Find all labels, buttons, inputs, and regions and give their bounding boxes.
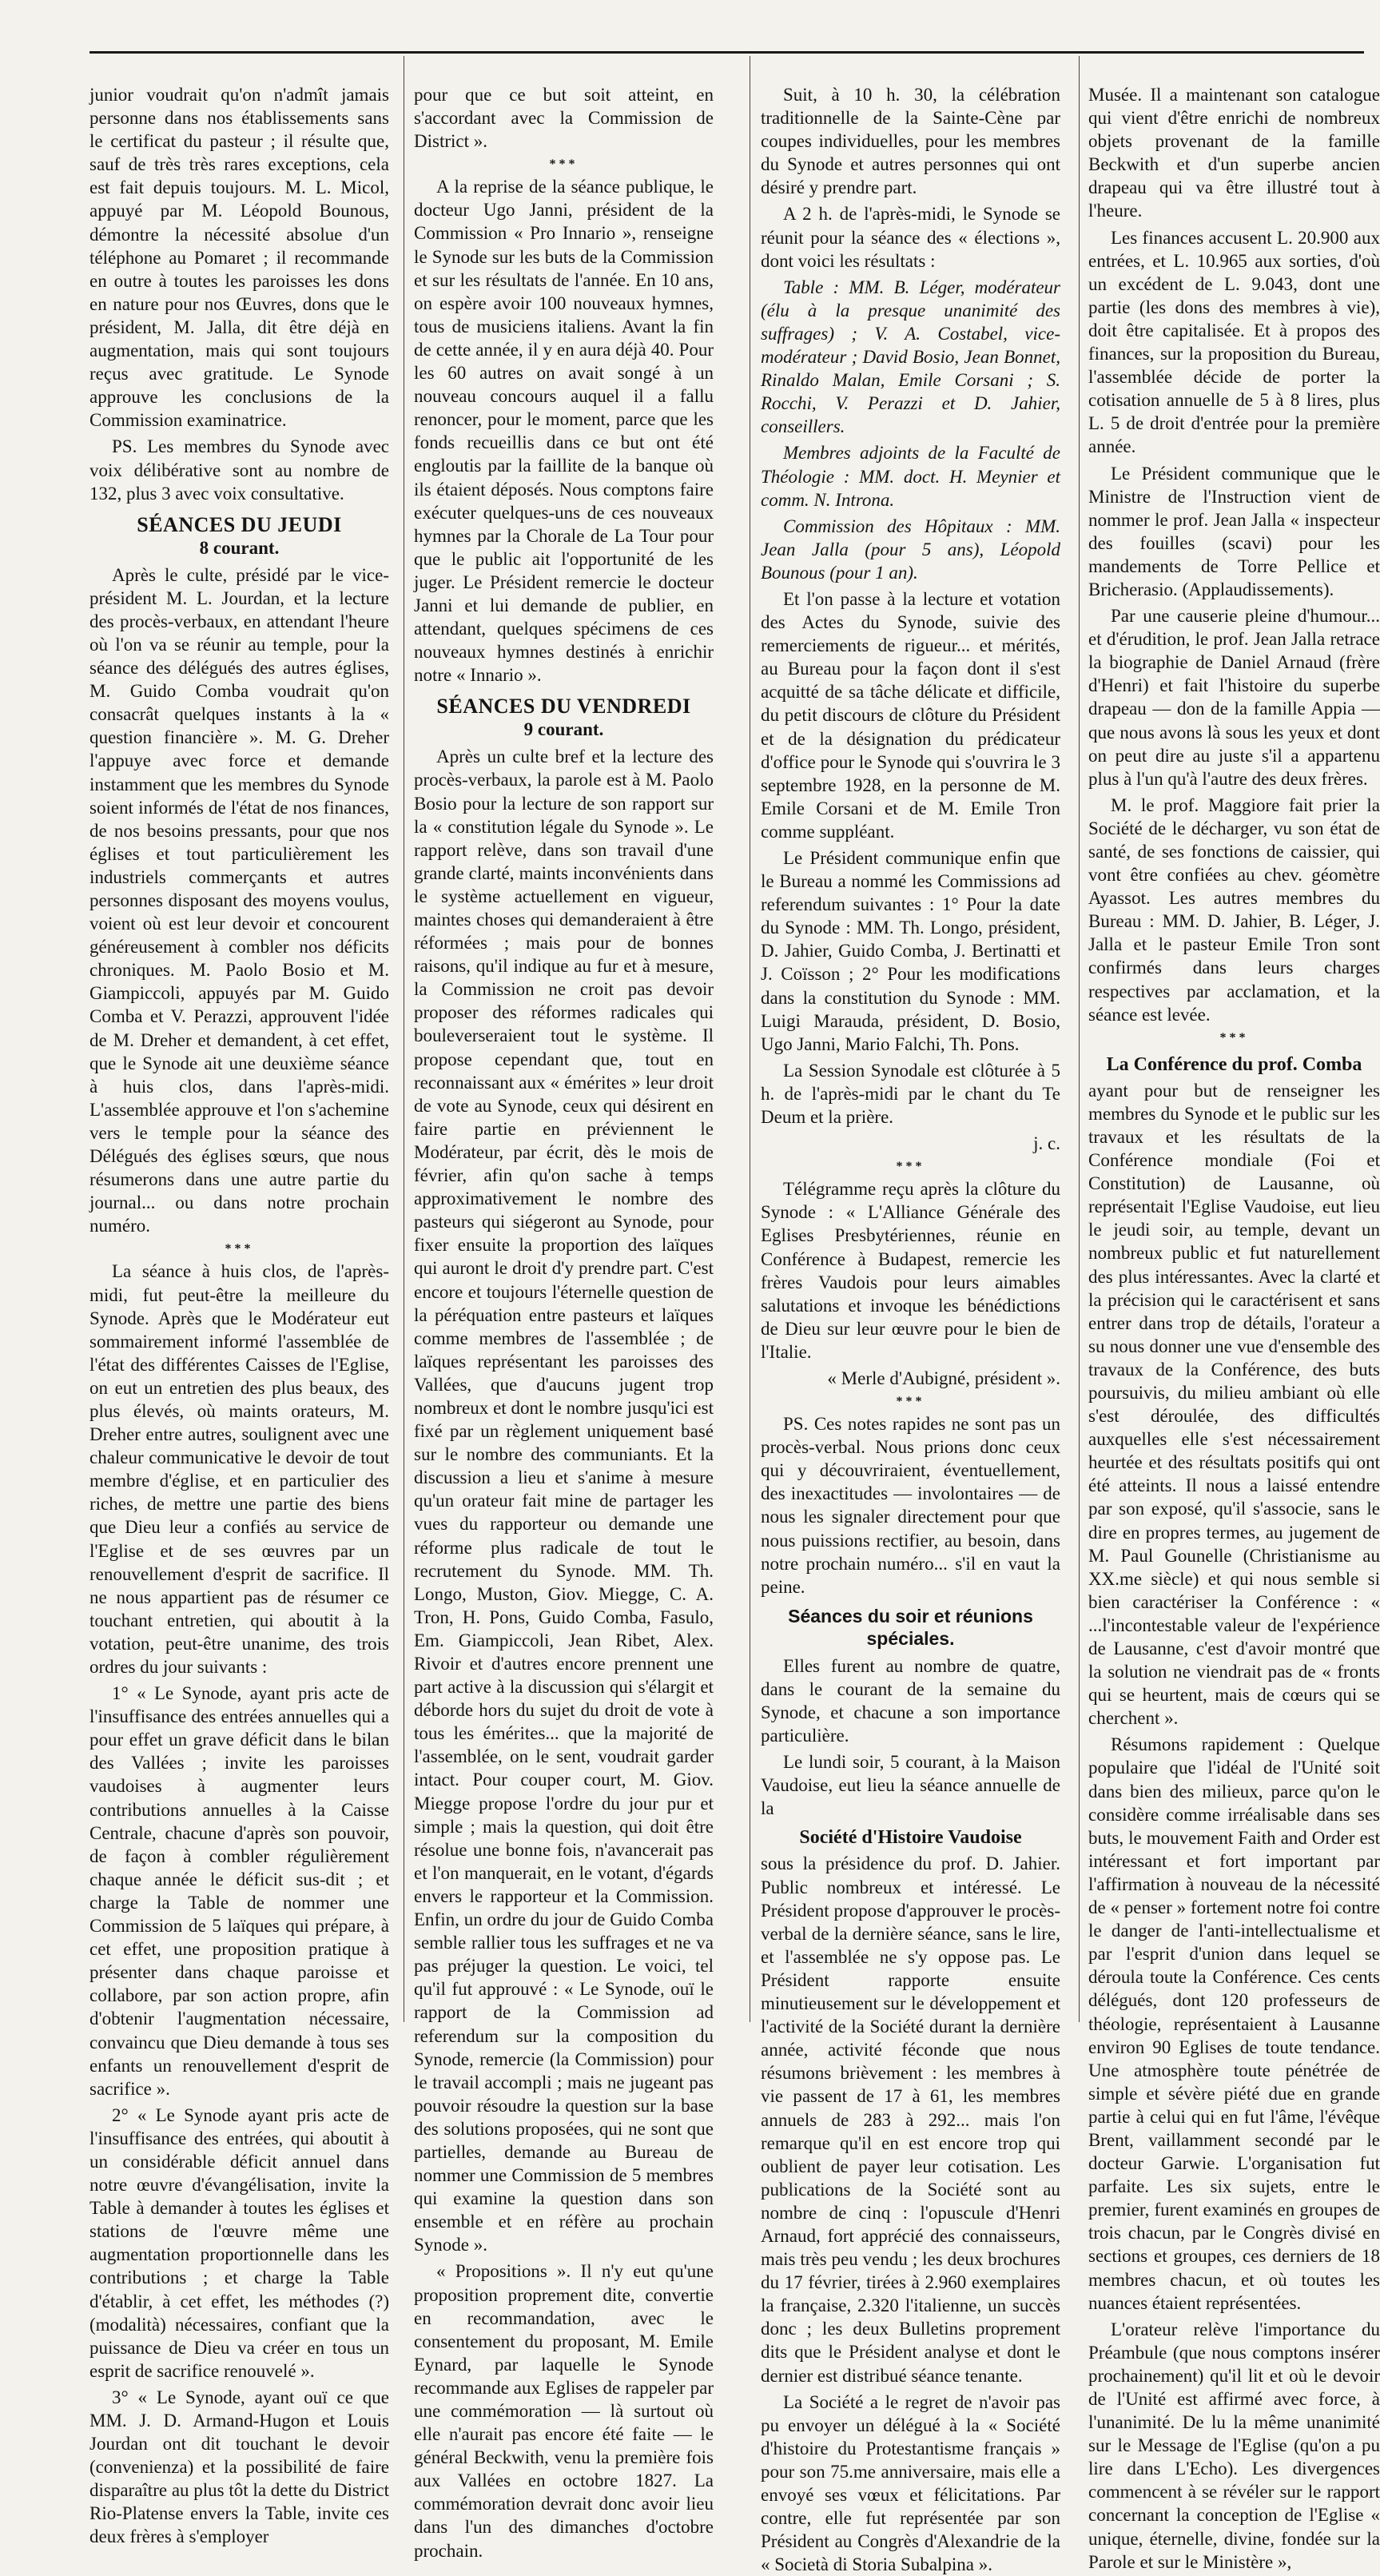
article-paragraph: 2° « Le Synode ayant pris acte de l'insuffisance des entrées, qui aboutit à un considérable déficit annuel dans notre œuvre d'évangélisation, invite la Table à demander à toutes les églises et stations de l'œuvre même une augmentation proportionnelle dans les contributions ; et charge la Table d'établir, à cet effet, les méthodes (?) (modalità) nécessaires, confiant que la puissance de Dieu va créer en tous un esprit de sacrifice renouvelé ».: [89, 2104, 389, 2381]
article-paragraph: A la reprise de la séance publique, le docteur Ugo Janni, président de la Commission « Pro Innario », renseigne le Synode sur les buts de la Commission et sur les résultats de l'année. En 10 ans, on espère avoir 100 nouveaux hymnes, tous de musiciens italiens. Avant la fin de cette année, il y en aura déjà 40. Pour les 60 autres on avait songé à un nouveau concours auquel il a fallu renoncer, pour le moment, parce que les fonds recueillis dans ce but ont été engloutis par la faillite de la banque où ils étaient déposés. Nous comptons faire exécuter quelques-uns de ces nouveaux hymnes par la Chorale de La Tour pour que le public ait l'opportunité de les juger. Le Président remercie le docteur Janni et lui demande de publier, en attendant, quelques spécimens de ces nouveaux hymnes destinés à enrichir notre « Innario ».: [414, 177, 714, 686]
section-date: 8 courant.: [199, 537, 280, 558]
article-paragraph: Et l'on passe à la lecture et votation des Actes du Synode, suivie des remerciements de rigueur... et mérités, au Bureau pour la façon dont il s'est acquitté de sa tâche délicate et difficile, du petit discours de clôture du Président et de la désignation du prédicateur d'office pour le Synode qui s'ouvrira le 3 septembre 1928, en la personne de M. Emile Corsani et de M. Emile Tron comme suppléant.: [761, 588, 1060, 842]
article-paragraph: Par une causerie pleine d'humour... et d'érudition, le prof. Jean Jalla retrace la biographie de Daniel Arnaud (frère d'Henri) et fait l'histoire du superbe drapeau — don de la famille Appia — que nous avons là sous les yeux et dont on peut dire au juste s'il a appartenu plus à l'un qu'à l'autre des deux frères.: [1088, 606, 1380, 789]
article-paragraph: pour que ce but soit atteint, en s'accordant avec la Commission de District ».: [414, 85, 714, 152]
article-paragraph: Table : MM. B. Léger, modérateur (élu à la presque unanimité des suffrages) ; V. A. Costabel, vice-modérateur ; David Bosio, Jean Bonnet, Rinaldo Malan, Emile Corsani ; S. Rocchi, V. Perazzi et D. Jahier, conseillers.: [761, 277, 1060, 437]
section-heading: SÉANCES DU JEUDI: [137, 512, 342, 536]
column-2: [414, 83, 714, 2561]
article-paragraph: A 2 h. de l'après-midi, le Synode se réunit pour la séance des « élections », dont voici les résultats :: [761, 204, 1060, 271]
article-paragraph: Après le culte, présidé par le vice-président M. L. Jourdan, et la lecture des procès-verbaux, en attendant l'heure où l'on va se réunir au temple, pour la séance des délégués des autres églises, M. Guido Comba voudrait qu'on consacrât quelques instants à la « question financière ». M. G. Dreher l'appuye avec force et demande instamment que les membres du Synode soient informés de l'état de nos finances, de nos besoins pressants, pour que nos églises et tout particulièrement les industriels commerçants et autres personnes disposant des moyens voulus, voient où est leur devoir et concourent généreusement à combler nos déficits chroniques. M. Paolo Bosio et M. Giampiccoli, appuyés par M. Guido Comba et V. Perazzi, approuvent l'idée de M. Dreher et demandent, à cet effet, que le Synode ait une deuxième séance à huis clos, dans l'après-midi. L'assemblée approuve et l'on s'achemine vers le temple pour la séance des Délégués des églises sœurs, que nous résumerons dans une autre partie du journal... ou dans notre prochain numéro.: [89, 564, 389, 1236]
section-separator: ***: [225, 1242, 254, 1256]
article-paragraph: Suit, à 10 h. 30, la célébration traditionnelle de la Sainte-Cène par coupes individuelles, pour les membres du Synode et autres personnes qui ont désiré y prendre part.: [761, 85, 1060, 198]
signature: j. c.: [1033, 1133, 1060, 1154]
article-paragraph: La Société a le regret de n'avoir pas pu envoyer un délégué à la « Société d'histoire du Protestantisme français » pour son 75.me anniversaire, mais elle a envoyé ses vœux et félicitations. Par contre, elle fut représentée par son Président au Congrès d'Alexandrie de la « Società di Storia Subalpina ».: [761, 2391, 1060, 2575]
article-paragraph: Télégramme reçu après la clôture du Synode : « L'Alliance Générale des Eglises Presbytériennes, réunie en Conférence à Budapest, remercie les frères Vaudois pour leurs aimables salutations et invoque les bénédictions de Dieu sur leur œuvre pour le bien de l'Italie.: [761, 1179, 1060, 1362]
subsection-heading: La Conférence du prof. Comba: [1106, 1053, 1362, 1075]
article-paragraph: Le Président communique enfin que le Bureau a nommé les Commissions ad referendum suivantes : 1° Pour la date du Synode : MM. Th. Longo, président, D. Jahier, Guido Comba, J. Bertinatti et J. Coïsson ; 2° Pour les modifications dans la constitution du Synode : MM. Luigi Marauda, président, D. Bosio, Ugo Janni, Mario Falchi, Th. Pons.: [761, 848, 1060, 1054]
subsection-heading: Société d'Histoire Vaudoise: [799, 1827, 1022, 1849]
article-paragraph: ayant pour but de renseigner les membres du Synode et le public sur les travaux et les résultats de la Conférence mondiale (Foi et Constitution) de Lausanne, où représentait l'Eglise Vaudoise, eut lieu le jeudi soir, au temple, devant un nombreux public et fut naturellement des plus intéressantes. Avec la clarté et la précision qui le caractérisent et sans entrer dans trop de détails, l'orateur a su nous donner une vue d'ensemble des travaux de la Conférence, des buts poursuivis, du milieu ambiant où elle s'est déroulée, des difficultés auxquelles elle s'est nécessairement heurtée et des résultats positifs qui ont été atteints. Il nous a laissé entendre par son exposé, qu'il s'associe, sans le dire en propres termes, au jugement de M. Paul Gounelle (Christianisme au XX.me siècle) et qui nous semble si bien caractériser la Conférence : « ...l'incontestable valeur de l'expérience de Lausanne, c'est d'avoir montré que la solution ne viendrait pas de « fronts qui se heurtent, mais de cœurs qui se cherchent ».: [1088, 1080, 1380, 1729]
article-paragraph: « Propositions ». Il n'y eut qu'une proposition proprement dite, convertie en recommandation, avec le consentement du proposant, M. Emile Eynard, par laquelle le Synode recommande aux Eglises de rappeler par une commémoration — là surtout où elle n'aurait pas encore été faite — le général Beckwith, venu la première fois aux Vallées en octobre 1827. La commémoration devrait donc avoir lieu dans l'un des dimanches d'octobre prochain.: [414, 2261, 714, 2561]
column-3: [761, 83, 1060, 2575]
top-rule: [89, 51, 1364, 54]
section-separator: ***: [549, 157, 579, 172]
article-paragraph: La Session Synodale est clôturée à 5 h. de l'après-midi par le chant du Te Deum et la prière.: [761, 1060, 1060, 1128]
column-4: [1088, 83, 1380, 2572]
article-paragraph: 1° « Le Synode, ayant pris acte de l'insuffisance des entrées annuelles qui a pour effet un grave déficit dans le bilan des Vallées ; invite les paroisses vaudoises à augmenter leurs contributions annuelles à la Caisse Centrale, chacune d'après son pouvoir, de façon à combler régulièrement chaque année le déficit sus-dit ; et charge la Table de nommer une Commission de 5 laïques qui prépare, à cet effet, une proposition pratique à présenter dans chaque paroisse et collabore, par son action propre, afin d'obtenir l'augmentation nécessaire, convaincu que Dieu demande à tous ses enfants un renouvellement d'esprit de sacrifice ».: [89, 1683, 389, 2099]
article-paragraph: La séance à huis clos, de l'après-midi, fut peut-être la meilleure du Synode. Après que le Modérateur eut sommairement informé l'assemblée de l'état des différentes Caisses de l'Eglise, on eut un entretien des plus beaux, des plus élevés, où maints orateurs, M. Dreher entre autres, soulignent avec une chaleur communicative le devoir de tout membre d'église, et en particulier des riches, de mettre une partie des biens que Dieu leur a confiés au service de l'Eglise et de ses œuvres par un renouvellement d'esprit de sacrifice. Il ne nous appartient pas de résumer ce touchant entretien, qui aboutit à la votation, peut-être unanime, des trois ordres du jour suivants :: [89, 1261, 389, 1677]
article-paragraph: 3° « Le Synode, ayant ouï ce que MM. J. D. Armand-Hugon et Louis Jourdan ont dit touchant le devoir (convenienza) et la possibilité de faire disparaître au plus tôt la dette du District Rio-Platense envers la Table, invite ces deux frères à s'employer: [89, 2387, 389, 2547]
signature: « Merle d'Aubigné, président ».: [827, 1368, 1060, 1388]
article-paragraph: Le Président communique que le Ministre de l'Instruction vient de nommer le prof. Jean Jalla « inspecteur des fouilles (scavi) pour les mandements de Torre Pellice et Bricherasio. (Applaudissements).: [1088, 463, 1380, 599]
section-separator: ***: [896, 1160, 925, 1174]
article-paragraph: Membres adjoints de la Faculté de Théologie : MM. doct. H. Meynier et comm. N. Introna.: [761, 443, 1060, 510]
subsection-heading: Séances du soir et réunions spéciales.: [788, 1605, 1033, 1649]
article-paragraph: junior voudrait qu'on n'admît jamais personne dans nos établissements sans le certificat du pasteur ; il résulte que, sauf de très très rares exceptions, cela est fait depuis toujours. M. L. Micol, appuyé par M. Léopold Bounous, démontre la nécessité absolue d'un téléphone au Pomaret ; il recommande en outre à toutes les paroisses les dons en nature pour nos Œuvres, dons que le président, M. Jalla, dit être déjà en augmentation, mais qui sont toujours reçus avec gratitude. Le Synode approuve les conclusions de la Commission examinatrice.: [89, 85, 389, 431]
article-paragraph: Résumons rapidement : Quelque populaire que l'idéal de l'Unité soit dans bien des milieux, parce qu'on le considère comme irréalisable dans ses buts, le mouvement Faith and Order est intéressant et fort important par l'affirmation à nouveau de la nécessité de « penser » fortement notre foi contre le danger de l'anti-intellectualisme et par l'esprit d'union dans lequel se déroula toute la Conférence. Ces cents délégués, dont 120 professeurs de théologie, représentaient à Lausanne environ 90 Eglises de toute tendance. Une atmosphère toute pénétrée de simple et sévère piété due en grande partie à celui qui en fut l'âme, l'évêque Brent, vaillamment secondé par le docteur Garwie. L'organisation fut parfaite. Les six sujets, entre le premier, furent examinés en groupes de trois chacun, par le Congrès divisé en sections et groupes, ces derniers de 18 membres chacun, et où toutes les nuances étaient représentées.: [1088, 1734, 1380, 2313]
article-paragraph: Les finances accusent L. 20.900 aux entrées, et L. 10.965 aux sorties, d'où un excédent de L. 9.043, dont une partie (les dons des membres à vie), doit être capitalisée. Et à propos des finances, sur la proposition du Bureau, l'assemblée décide de porter la cotisation annuelle de 5 à 8 lires, plus L. 5 de droit d'entrée pour la première année.: [1088, 227, 1380, 457]
article-paragraph: Le lundi soir, 5 courant, à la Maison Vaudoise, eut lieu la séance annuelle de la: [761, 1752, 1060, 1819]
article-paragraph: M. le prof. Maggiore fait prier la Société de le décharger, vu son état de santé, de ses fonctions de caissier, qui vont être confiées au chev. géomètre Ayassot. Les autres membres du Bureau : MM. D. Jahier, B. Léger, J. Jalla et le pasteur Emile Tron sont confirmés dans leurs charges respectives par acclamation, et la séance est levée.: [1088, 794, 1380, 1025]
section-date: 9 courant.: [523, 719, 604, 740]
article-paragraph: PS. Ces notes rapides ne sont pas un procès-verbal. Nous prions donc ceux qui y découvriraient, éventuellement, des inexactitudes — involontaires — de nous les signaler directement pour que nous puissions rectifier, au besoin, dans notre prochain numéro... s'il en vaut la peine.: [761, 1414, 1060, 1597]
column-divider: [1079, 56, 1080, 2022]
section-separator: ***: [896, 1395, 925, 1409]
article-paragraph: Commission des Hôpitaux : MM. Jean Jalla (pour 5 ans), Léopold Bounous (pour 1 an).: [761, 516, 1060, 583]
column-1: [89, 83, 389, 2547]
section-heading: SÉANCES DU VENDREDI: [436, 695, 691, 719]
article-paragraph: Musée. Il a maintenant son catalogue qui vient d'être enrichi de nombreux objets provenant de la famille Beckwith et d'un superbe ancien drapeau qui va être illustré tout à l'heure.: [1088, 85, 1380, 221]
article-paragraph: Elles furent au nombre de quatre, dans le courant de la semaine du Synode, et chacune a son importance particulière.: [761, 1655, 1060, 1746]
article-paragraph: PS. Les membres du Synode avec voix délibérative sont au nombre de 132, plus 3 avec voix consultative.: [89, 436, 389, 504]
article-paragraph: sous la présidence du prof. D. Jahier. Public nombreux et intéressé. Le Président propose d'approuver le procès-verbal de la dernière séance, sans le lire, et l'assemblée ne s'y oppose pas. Le Président rapporte ensuite minutieusement sur le développement et l'activité de la Société durant la dernière année, activité féconde que nous résumons brièvement : les membres à vie passent de 17 à 61, les membres annuels de 283 à 292... mais l'on remarque qu'il en est encore trop qui oublient de payer leur cotisation. Les publications de la Société sont au nombre de cinq : l'opuscule d'Henri Arnaud, fort apprécié des connaisseurs, mais très peu vendu ; les deux brochures du 17 février, tirées à 2.960 exemplaires la française, 2.320 l'italienne, un succès donc ; les deux Bulletins proprement dits que le Président analyse et dont le dernier est distribué séance tenante.: [761, 1853, 1060, 2386]
article-paragraph: Après un culte bref et la lecture des procès-verbaux, la parole est à M. Paolo Bosio pour la lecture de son rapport sur la « constitution légale du Synode ». Le rapport relève, dans son travail d'une grande clarté, maints inconvénients dans le système actuellement en vigueur, maintes choses qui demanderaient à être réformées ; mais pour de bonnes raisons, qu'il indique au fur et à mesure, la Commission ne croit pas devoir proposer des réformes radicales qui bouleverseraient tout le système. Il propose cependant que, tout en reconnaissant aux « émérites » leur droit de vote au Synode, ceux qui désirent en faire partie en préviennent le Modérateur, par écrit, dès le mois de février, afin qu'on sache à temps approximativement le nombre des pasteurs qui siégeront au Synode, pour fixer ensuite la proportion des laïques qui auront le droit d'y prendre part. C'est encore et toujours l'éternelle question de la péréquation entre pasteurs et laïques comme membres de l'assemblée ; de laïques représentant les paroisses des Vallées, que d'aucuns jugent trop nombreux et dont le nombre jusqu'ici est fixé par un règlement uniquement basé sur le nombre des communiants. Et la discussion a lieu et s'anime à mesure qu'un orateur fait mine de partager les vues du rapporteur ou demande une réforme plus radicale de tout le recrutement du Synode. MM. Th. Longo, Muston, Giov. Miegge, C. A. Tron, H. Pons, Guido Comba, Fasulo, Em. Giampiccoli, Jean Ribet, Alex. Rivoir et d'autres encore prennent une part active à la discussion qui s'élargit et déborde hors du sujet du droit de vote à tous les émérites... que la majorité de l'assemblée, on le sent, voudrait garder intact. Pour couper court, M. Giov. Miegge propose l'ordre du jour pur et simple ; mais la question, qui doit être résolue une bonne fois, n'avancerait pas et l'on manquerait, en le votant, d'égards envers le rapporteur et la Commission. Enfin, un ordre du jour de Guido Comba semble rallier tous les suffrages et ne va pas préjuger la question. Le voici, tel qu'il fut approuvé : « Le Synode, ouï le rapport de la Commission ad referendum sur la composition du Synode, remercie (la Commission) pour le travail accompli ; mais ne jugeant pas pouvoir résoudre la question sur la base des solutions proposées, qui ne sont que partielles, demande au Bureau de nommer une Commission de 5 membres qui examine la question dans son ensemble et en réfère au prochain Synode ».: [414, 747, 714, 2255]
article-paragraph: L'orateur relève l'importance du Préambule (que nous comptons insérer prochainement) qu'il lit et où le devoir de l'Unité est affirmé avec force, à l'unanimité. De lu la même unanimité sur le Message de l'Eglise (qu'on a pu lire dans L'Echo). Les divergences commencent à se révéler sur le rapport concernant la conception de l'Eglise « unique, éternelle, divine, fondée sur la Parole et sur le Ministère »,: [1088, 2319, 1380, 2572]
section-separator: ***: [1219, 1030, 1249, 1045]
